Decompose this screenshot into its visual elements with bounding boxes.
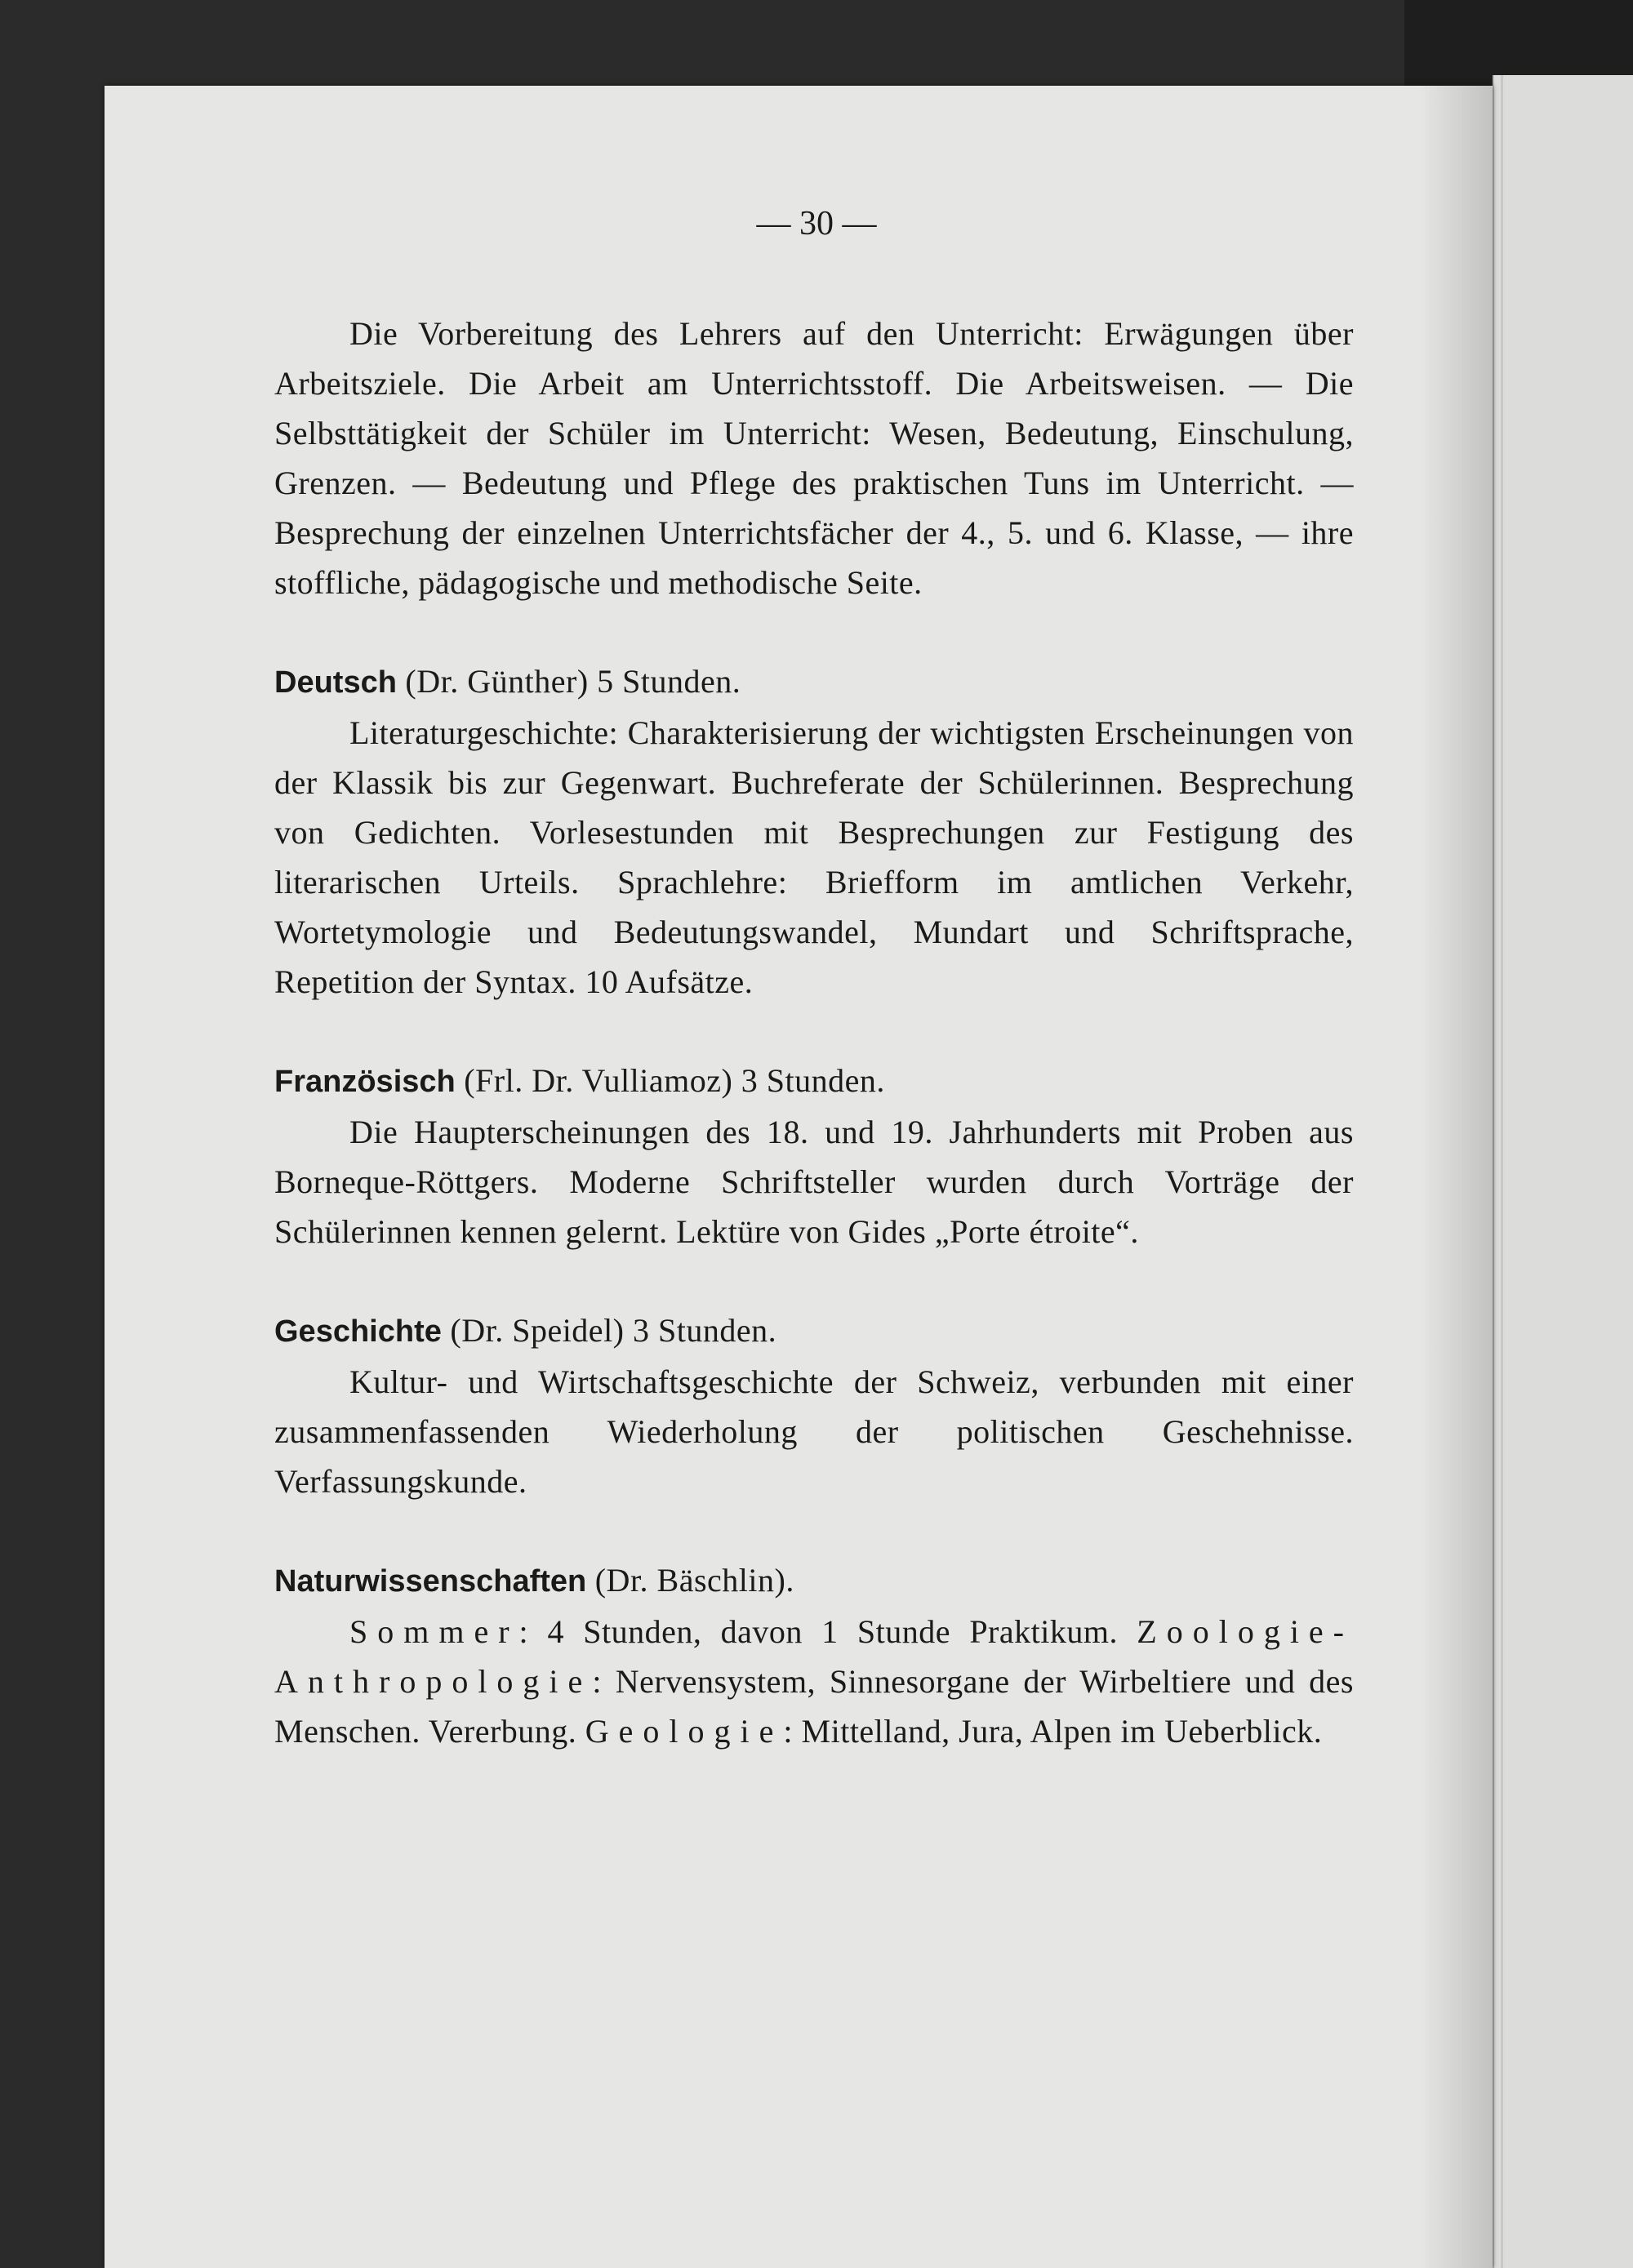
subject-info: (Dr. Bäschlin). [586, 1562, 794, 1599]
section-body [274, 1607, 1354, 1756]
section-naturwissenschaften [274, 1555, 1354, 1756]
zoologie-text: : Nervensystem, Sinnesorgane der Wirbeltiere und des Menschen. Vererbung. [274, 1663, 1354, 1750]
intro-paragraph: Die Vorbereitung des Lehrers auf den Unterricht: Erwägungen über Arbeitsziele. Die Arbeit am Unterrichtsstoff. Die Arbeitsweisen. — Die Selbsttätigkeit der Schüler im Unterricht: Wesen, Bedeutung, Einschulung, Grenzen. — Bedeutung und Pflege des praktischen Tuns im Unterricht. — Besprechung der einzelnen Unterrichtsfächer der 4., 5. und 6. Klasse, — ihre stoffliche, pädagogische und methodische Seite. [274, 315, 1354, 601]
subject-info: (Dr. Günther) 5 Stunden. [396, 663, 741, 700]
term-zoologie: Zoologie-Anthropologie [274, 1613, 1354, 1700]
subject-title: Französisch [274, 1065, 456, 1099]
section-heading [274, 1305, 1354, 1357]
term-sommer: Sommer [349, 1613, 519, 1650]
page-number: — 30 — [756, 205, 877, 242]
subject-info: (Dr. Speidel) 3 Stunden. [441, 1312, 777, 1349]
section-franzoesisch [274, 1056, 1354, 1256]
page-gutter-shadow [1419, 86, 1493, 2268]
term-geologie: Geologie [585, 1713, 784, 1750]
section-heading [274, 656, 1354, 708]
section-body: Literaturgeschichte: Charakterisierung der wichtigsten Erscheinungen von der Klassik bis zur Gegenwart. Buchreferate der Schülerinnen. Besprechung von Gedichten. Vorlesestunden mit Besprechungen zur Festigung des literarischen Urteils. Sprachlehre: Briefform im amtlichen Verkehr, Wortetymologie und Bedeutungswandel, Mundart und Schriftsprache, Repetition der Syntax. 10 Aufsätze. [274, 714, 1354, 1000]
subject-info: (Frl. Dr. Vulliamoz) 3 Stunden. [455, 1062, 885, 1099]
geologie-text: : Mittelland, Jura, Alpen im Ueberblick. [783, 1713, 1323, 1750]
section-heading [274, 1056, 1354, 1107]
section-heading [274, 1555, 1354, 1607]
section-body: Kultur- und Wirtschaftsgeschichte der Schweiz, verbunden mit einer zusammenfassenden Wiederholung der politischen Geschehnisse. Verfassungskunde. [274, 1363, 1354, 1500]
page-text [274, 204, 1354, 1756]
subject-title: Geschichte [274, 1314, 442, 1349]
subject-title: Deutsch [274, 665, 397, 700]
adjacent-page-edge [1493, 75, 1633, 2268]
section-geschichte [274, 1305, 1354, 1506]
adjacent-page-fold [1501, 75, 1503, 2268]
section-body: Die Haupterscheinungen des 18. und 19. Jahrhunderts mit Proben aus Borneque-Röttgers. Moderne Schriftsteller wurden durch Vorträge der Schülerinnen kennen gelernt. Lektüre von Gides „Porte étroite“. [274, 1114, 1354, 1250]
subject-title: Naturwissenschaften [274, 1564, 587, 1599]
section-deutsch [274, 656, 1354, 1007]
sommer-text: : 4 Stunden, davon 1 Stunde Praktikum. [518, 1613, 1137, 1650]
